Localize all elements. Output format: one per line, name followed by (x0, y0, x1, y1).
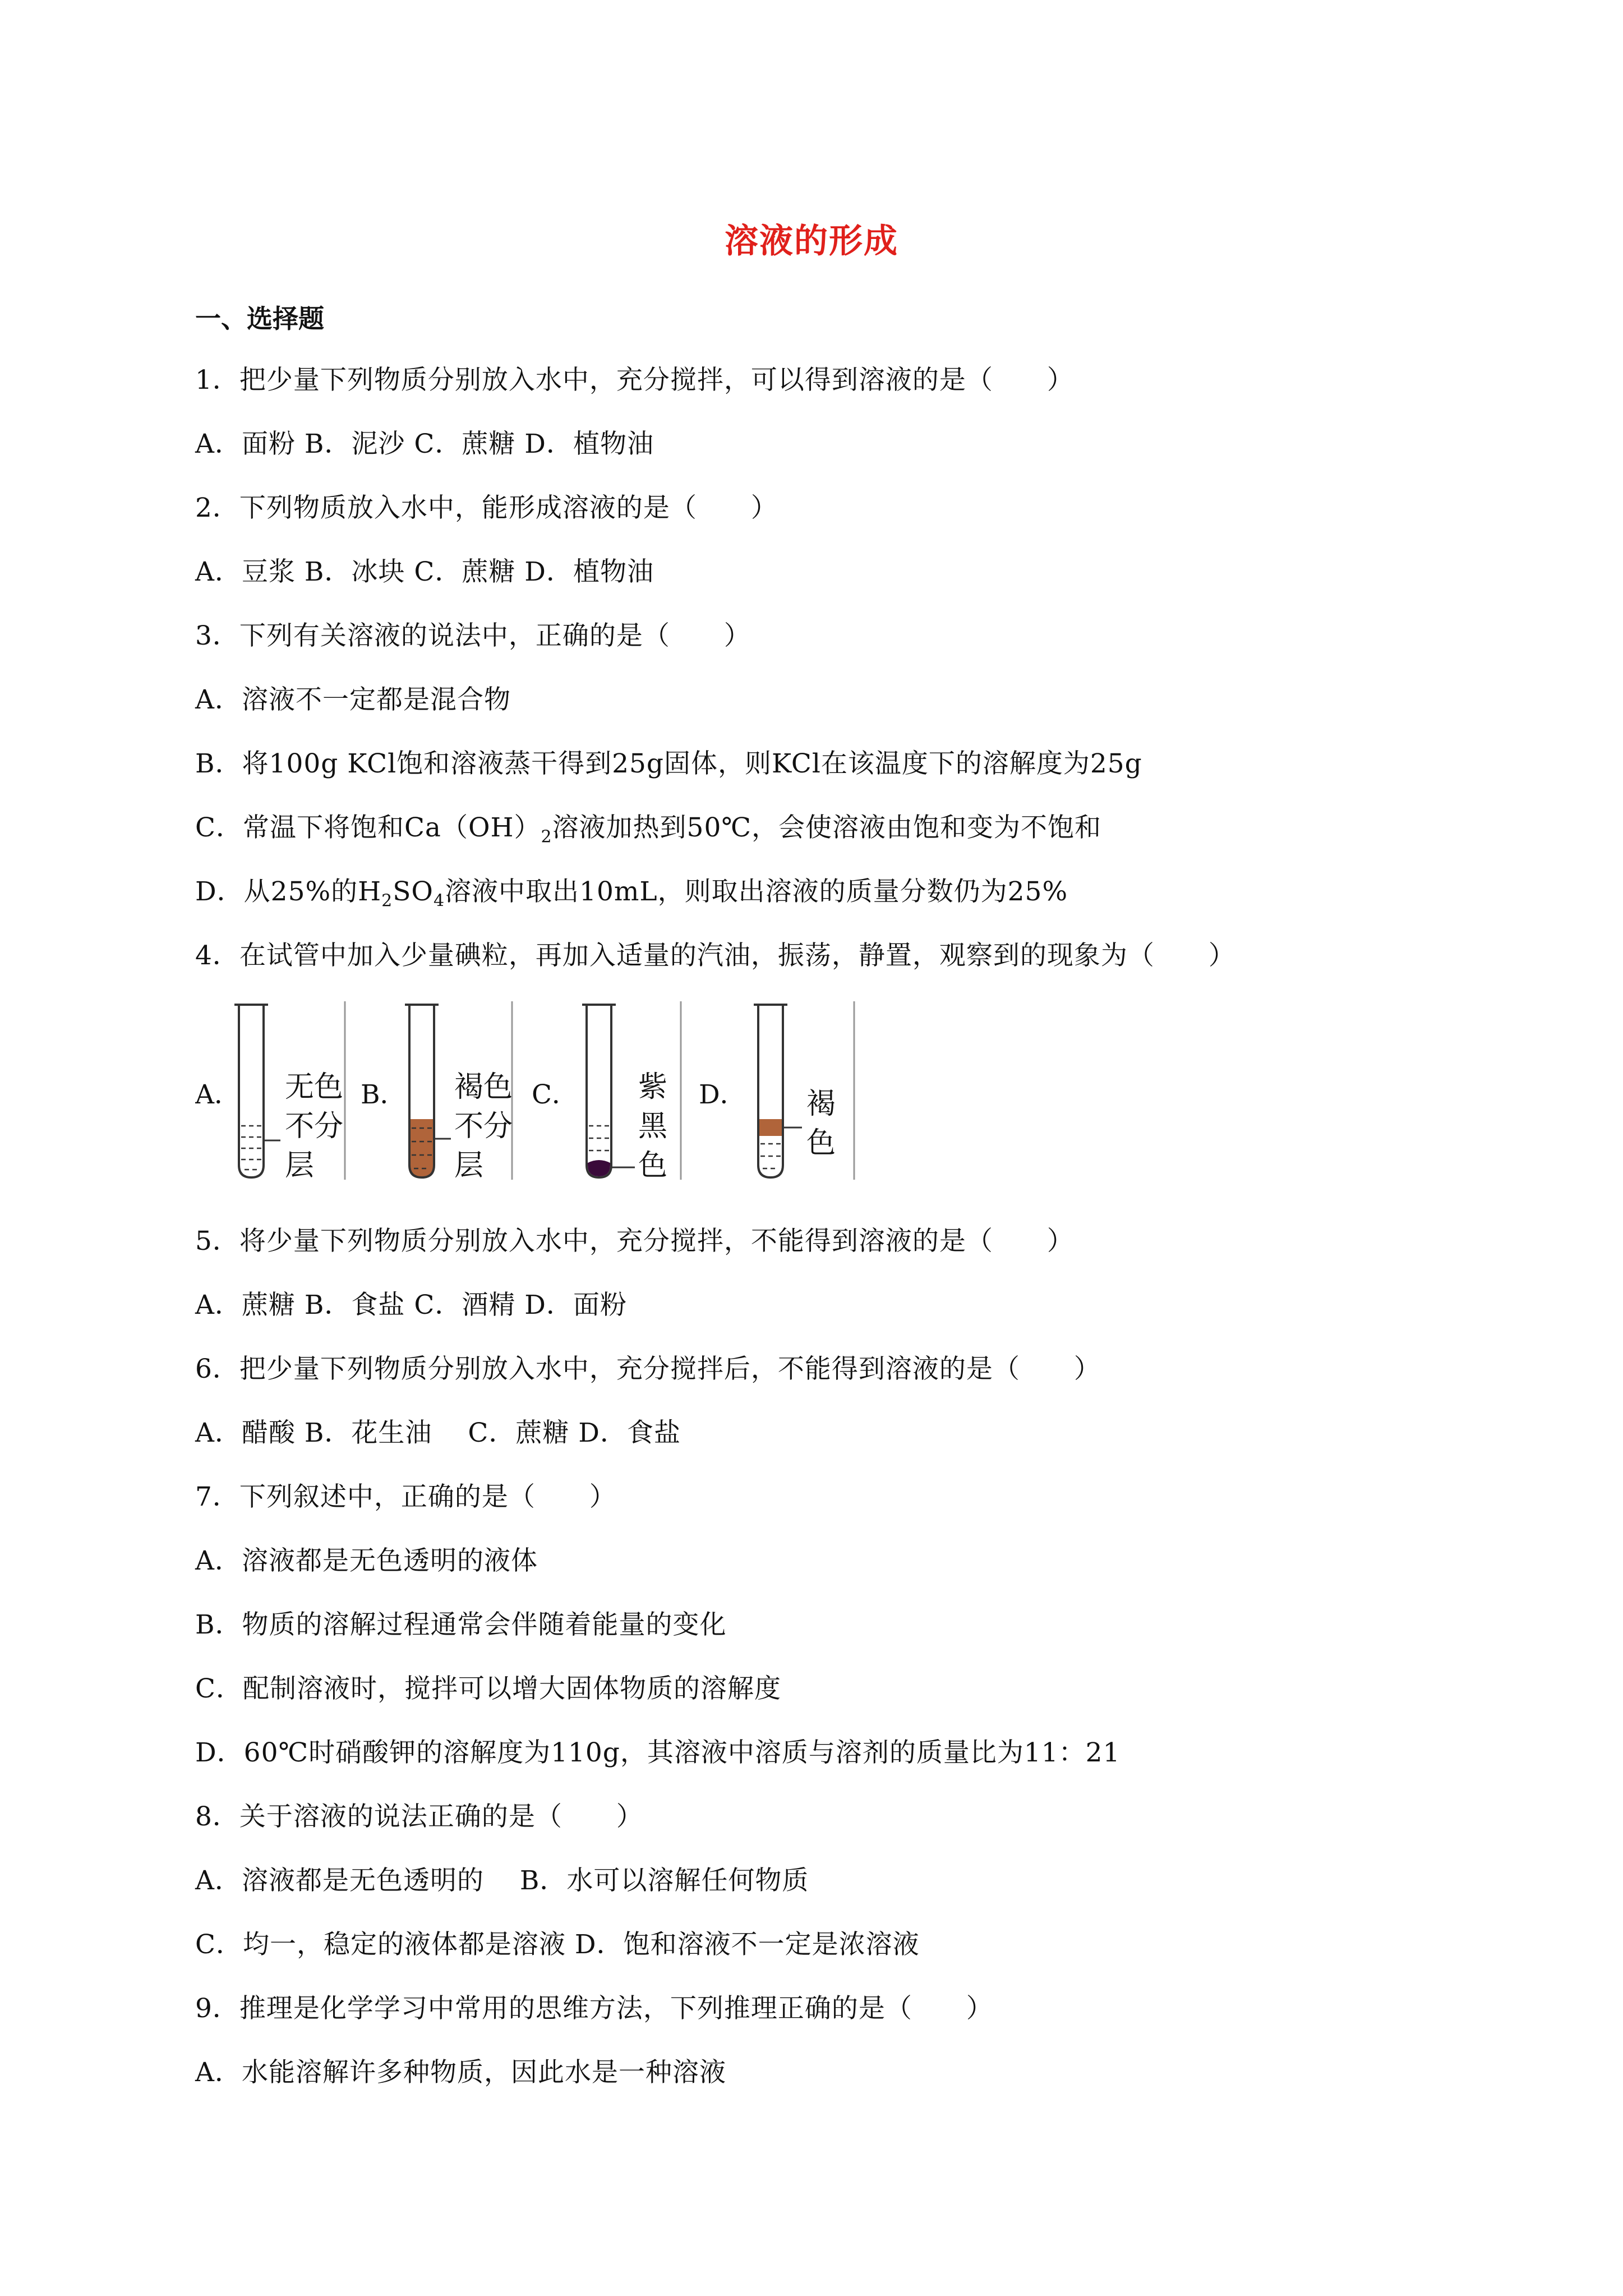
section-heading: 一、选择题 (195, 303, 324, 334)
question-7-option-a: A．溶液都是无色透明的液体 (195, 1545, 538, 1576)
question-9-option-a: A．水能溶解许多种物质，因此水是一种溶液 (195, 2057, 726, 2088)
question-1: 1．把少量下列物质分别放入水中，充分搅拌，可以得到溶液的是（ ） (195, 365, 1074, 395)
svg-text:层: 层 (454, 1149, 484, 1182)
question-2: 2．下列物质放入水中，能形成溶液的是（ ） (195, 493, 778, 523)
question-7: 7．下列叙述中，正确的是（ ） (195, 1481, 616, 1512)
question-3: 3．下列有关溶液的说法中，正确的是（ ） (195, 620, 751, 651)
svg-text:褐色: 褐色 (454, 1071, 513, 1103)
question-5-options: A．蔗糖 B．食盐 C．酒精 D．面粉 (195, 1290, 627, 1320)
question-7-option-d: D．60℃时硝酸钾的溶解度为110g，其溶液中溶质与溶剂的质量比为11：21 (195, 1737, 1121, 1768)
svg-text:A．: A． (195, 1079, 241, 1110)
question-3-option-b: B．将100g KCl饱和溶液蒸干得到25g固体，则KCl在该温度下的溶解度为25g (195, 748, 1142, 779)
test-tube-figure (195, 1001, 924, 1192)
svg-text:色: 色 (806, 1127, 836, 1159)
question-8: 8．关于溶液的说法正确的是（ ） (195, 1801, 643, 1832)
question-8-options-ab: A．溶液都是无色透明的 B．水可以溶解任何物质 (195, 1865, 809, 1896)
question-3-option-d: D．从25%的$H_2SO_4$溶液中取出10mL，则取出溶液的质量分数仍为25% (195, 876, 1068, 911)
question-7-option-b: B．物质的溶解过程通常会伴随着能量的变化 (195, 1609, 727, 1640)
svg-text:色: 色 (638, 1149, 668, 1182)
tube-option-a (195, 1001, 345, 1182)
svg-text:褐: 褐 (806, 1088, 836, 1120)
question-2-options: A．豆浆 B．冰块 C．蔗糖 D．植物油 (195, 556, 654, 587)
svg-text:B．: B． (361, 1079, 407, 1110)
question-5: 5．将少量下列物质分别放入水中，充分搅拌，不能得到溶液的是（ ） (195, 1226, 1074, 1257)
question-9: 9．推理是化学学习中常用的思维方法，下列推理正确的是（ ） (195, 1993, 993, 2024)
question-7-option-c: C．配制溶液时，搅拌可以增大固体物质的溶解度 (195, 1673, 781, 1704)
svg-text:不分: 不分 (285, 1110, 344, 1143)
question-6: 6．把少量下列物质分别放入水中，充分搅拌后，不能得到溶液的是（ ） (195, 1354, 1101, 1384)
svg-text:D．: D． (699, 1079, 746, 1110)
question-8-options-cd: C．均一，稳定的液体都是溶液 D．饱和溶液不一定是浓溶液 (195, 1929, 920, 1960)
tube-option-b (361, 1001, 513, 1182)
question-6-options: A．醋酸 B．花生油 C．蔗糖 D．食盐 (195, 1418, 681, 1448)
svg-text:层: 层 (285, 1149, 315, 1182)
question-3-option-c: C．常温下将饱和$Ca(OH)_2$溶液加热到50℃，会使溶液由饱和变为不饱和 (195, 812, 1101, 847)
question-3-option-a: A．溶液不一定都是混合物 (195, 684, 511, 715)
svg-text:黑: 黑 (638, 1110, 668, 1143)
question-1-options: A．面粉 B．泥沙 C．蔗糖 D．植物油 (195, 429, 654, 459)
tube-option-d (699, 1001, 854, 1180)
svg-text:紫: 紫 (638, 1071, 668, 1103)
page-title: 溶液的形成 (725, 222, 898, 261)
tube-option-c (532, 1001, 681, 1182)
svg-text:C．: C． (532, 1079, 578, 1110)
question-4: 4．在试管中加入少量碘粒，再加入适量的汽油，振荡，静置，观察到的现象为（ ） (195, 940, 1235, 971)
svg-text:不分: 不分 (454, 1110, 513, 1143)
svg-text:无色: 无色 (285, 1071, 344, 1103)
